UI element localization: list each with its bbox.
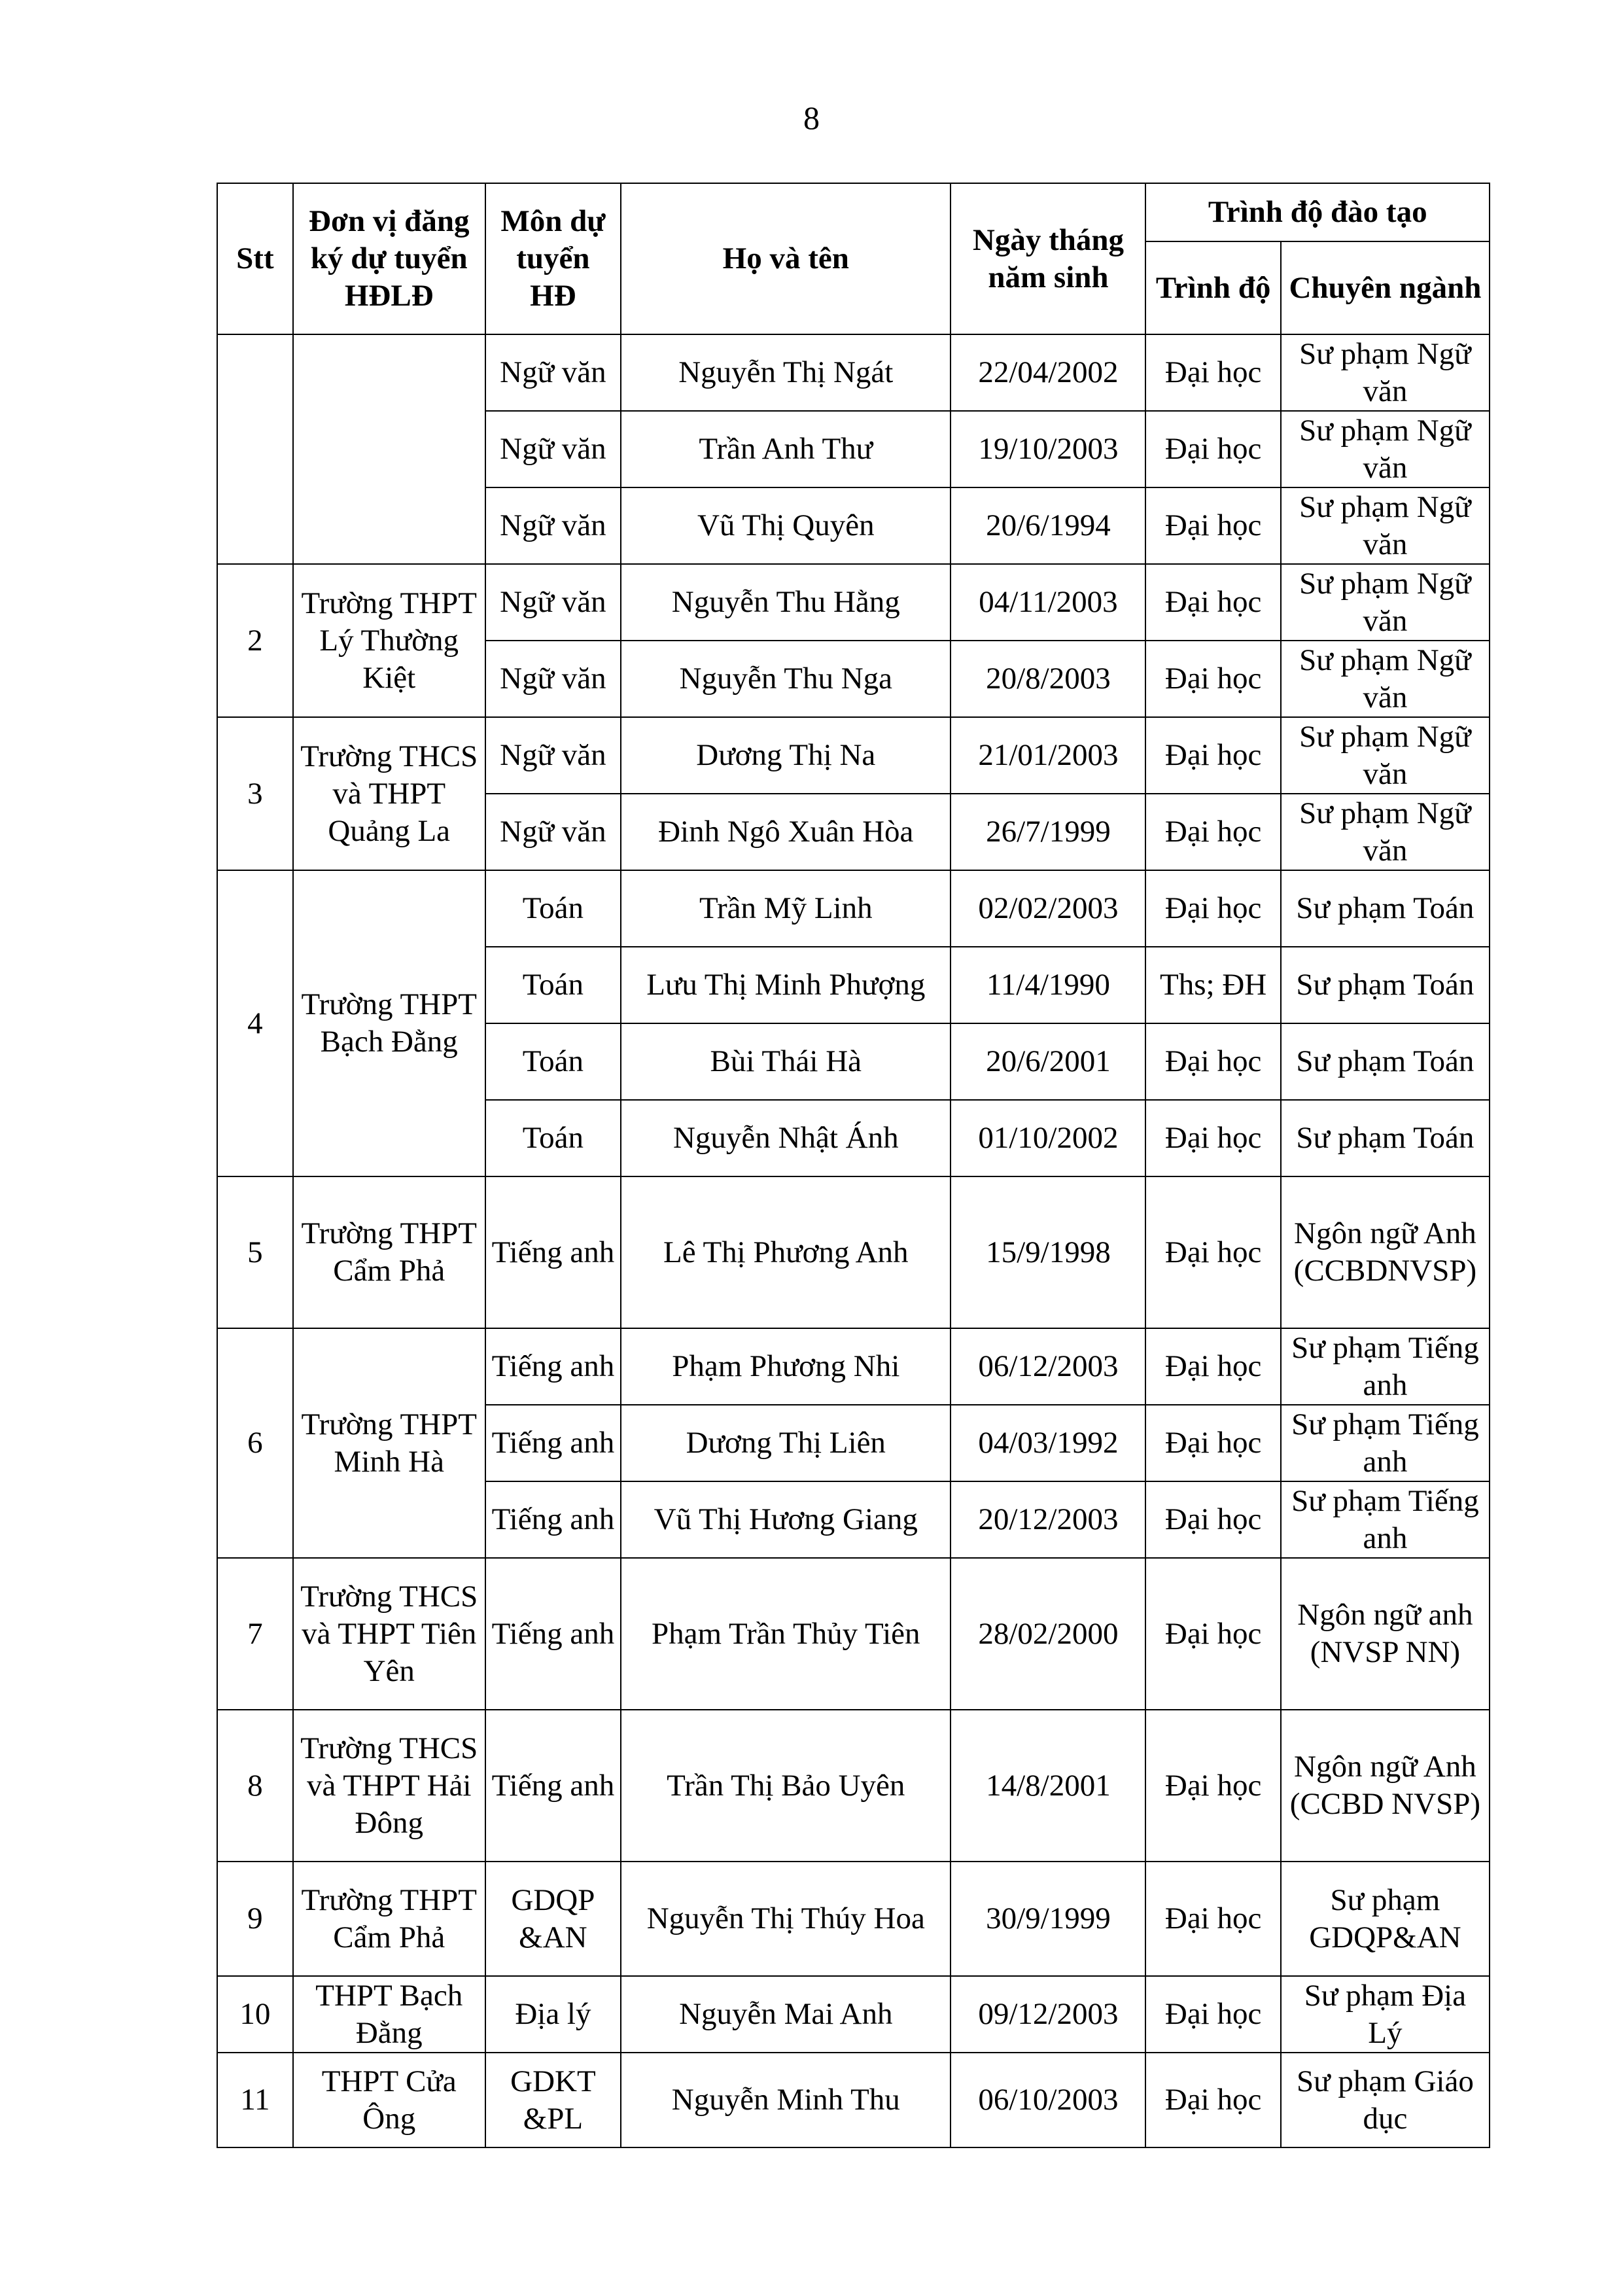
major-cell: Sư phạm Ngữ văn xyxy=(1281,717,1490,794)
stt-cell: 8 xyxy=(217,1710,293,1862)
unit-cell: Trường THCS và THPT Hải Đông xyxy=(293,1710,485,1862)
major-cell: Sư phạm Ngữ văn xyxy=(1281,487,1490,564)
dob-cell: 20/12/2003 xyxy=(951,1481,1145,1558)
unit-cell: Trường THPT Cẩm Phả xyxy=(293,1176,485,1328)
subject-cell: Địa lý xyxy=(485,1976,621,2053)
level-cell: Đại học xyxy=(1145,564,1280,641)
level-cell: Đại học xyxy=(1145,487,1280,564)
unit-cell: Trường THCS và THPT Quảng La xyxy=(293,717,485,870)
table-body xyxy=(217,334,1490,2147)
name-cell: Dương Thị Na xyxy=(621,717,951,794)
level-cell: Đại học xyxy=(1145,1405,1280,1481)
level-cell: Đại học xyxy=(1145,1023,1280,1100)
stt-cell: 2 xyxy=(217,564,293,717)
level-cell: Đại học xyxy=(1145,1558,1280,1710)
major-cell: Sư phạm Ngữ văn xyxy=(1281,334,1490,411)
major-cell: Sư phạm Tiếng anh xyxy=(1281,1481,1490,1558)
name-cell: Nguyễn Thu Nga xyxy=(621,641,951,717)
major-cell: Sư phạm Ngữ văn xyxy=(1281,564,1490,641)
subject-cell: Ngữ văn xyxy=(485,641,621,717)
level-cell: Đại học xyxy=(1145,1862,1280,1976)
header-level: Trình độ xyxy=(1145,241,1280,334)
dob-cell: 28/02/2000 xyxy=(951,1558,1145,1710)
major-cell: Sư phạm Giáo dục xyxy=(1281,2053,1490,2147)
dob-cell: 21/01/2003 xyxy=(951,717,1145,794)
level-cell: Đại học xyxy=(1145,411,1280,487)
unit-cell: THPT Cửa Ông xyxy=(293,2053,485,2147)
table-row xyxy=(217,1176,1490,1328)
level-cell: Đại học xyxy=(1145,1481,1280,1558)
name-cell: Nguyễn Minh Thu xyxy=(621,2053,951,2147)
header-major: Chuyên ngành xyxy=(1281,241,1490,334)
subject-cell: Toán xyxy=(485,1023,621,1100)
header-name: Họ và tên xyxy=(621,183,951,334)
major-cell: Ngôn ngữ anh (NVSP NN) xyxy=(1281,1558,1490,1710)
subject-cell: Ngữ văn xyxy=(485,564,621,641)
dob-cell: 01/10/2002 xyxy=(951,1100,1145,1176)
stt-cell: 9 xyxy=(217,1862,293,1976)
table-row xyxy=(217,1976,1490,2053)
dob-cell: 26/7/1999 xyxy=(951,794,1145,870)
level-cell: Đại học xyxy=(1145,334,1280,411)
dob-cell: 04/11/2003 xyxy=(951,564,1145,641)
table-row xyxy=(217,717,1490,794)
name-cell: Nguyễn Nhật Ánh xyxy=(621,1100,951,1176)
unit-cell: Trường THPT Bạch Đằng xyxy=(293,870,485,1176)
level-cell: Đại học xyxy=(1145,641,1280,717)
header-subject: Môn dự tuyển HĐ xyxy=(485,183,621,334)
unit-cell xyxy=(293,334,485,564)
name-cell: Phạm Phương Nhi xyxy=(621,1328,951,1405)
level-cell: Đại học xyxy=(1145,1976,1280,2053)
stt-cell: 10 xyxy=(217,1976,293,2053)
dob-cell: 09/12/2003 xyxy=(951,1976,1145,2053)
table-row xyxy=(217,564,1490,641)
dob-cell: 30/9/1999 xyxy=(951,1862,1145,1976)
subject-cell: Tiếng anh xyxy=(485,1481,621,1558)
name-cell: Phạm Trần Thủy Tiên xyxy=(621,1558,951,1710)
major-cell: Sư phạm Ngữ văn xyxy=(1281,411,1490,487)
subject-cell: Ngữ văn xyxy=(485,487,621,564)
stt-cell: 3 xyxy=(217,717,293,870)
header-stt: Stt xyxy=(217,183,293,334)
name-cell: Trần Anh Thư xyxy=(621,411,951,487)
subject-cell: GDKT &PL xyxy=(485,2053,621,2147)
subject-cell: Tiếng anh xyxy=(485,1328,621,1405)
name-cell: Nguyễn Thu Hằng xyxy=(621,564,951,641)
level-cell: Đại học xyxy=(1145,1176,1280,1328)
level-cell: Đại học xyxy=(1145,1328,1280,1405)
table-row xyxy=(217,1710,1490,1862)
dob-cell: 19/10/2003 xyxy=(951,411,1145,487)
major-cell: Sư phạm Địa Lý xyxy=(1281,1976,1490,2053)
name-cell: Dương Thị Liên xyxy=(621,1405,951,1481)
header-dob: Ngày tháng năm sinh xyxy=(951,183,1145,334)
table-row xyxy=(217,870,1490,947)
dob-cell: 04/03/1992 xyxy=(951,1405,1145,1481)
stt-cell: 7 xyxy=(217,1558,293,1710)
page-number: 8 xyxy=(803,99,820,136)
major-cell: Sư phạm Toán xyxy=(1281,870,1490,947)
table-row xyxy=(217,1328,1490,1405)
name-cell: Nguyễn Thị Ngát xyxy=(621,334,951,411)
table-row xyxy=(217,2053,1490,2147)
name-cell: Đinh Ngô Xuân Hòa xyxy=(621,794,951,870)
major-cell: Sư phạm Ngữ văn xyxy=(1281,794,1490,870)
subject-cell: Toán xyxy=(485,947,621,1023)
stt-cell: 5 xyxy=(217,1176,293,1328)
major-cell: Sư phạm Tiếng anh xyxy=(1281,1405,1490,1481)
major-cell: Ngôn ngữ Anh (CCBDNVSP) xyxy=(1281,1176,1490,1328)
level-cell: Đại học xyxy=(1145,794,1280,870)
unit-cell: Trường THPT Lý Thường Kiệt xyxy=(293,564,485,717)
name-cell: Nguyễn Thị Thúy Hoa xyxy=(621,1862,951,1976)
major-cell: Sư phạm Toán xyxy=(1281,1100,1490,1176)
name-cell: Lưu Thị Minh Phượng xyxy=(621,947,951,1023)
level-cell: Đại học xyxy=(1145,717,1280,794)
dob-cell: 22/04/2002 xyxy=(951,334,1145,411)
level-cell: Đại học xyxy=(1145,2053,1280,2147)
dob-cell: 11/4/1990 xyxy=(951,947,1145,1023)
subject-cell: Tiếng anh xyxy=(485,1176,621,1328)
name-cell: Trần Mỹ Linh xyxy=(621,870,951,947)
stt-cell: 6 xyxy=(217,1328,293,1558)
major-cell: Sư phạm Toán xyxy=(1281,947,1490,1023)
subject-cell: Tiếng anh xyxy=(485,1405,621,1481)
name-cell: Bùi Thái Hà xyxy=(621,1023,951,1100)
header-training: Trình độ đào tạo xyxy=(1145,183,1490,241)
name-cell: Vũ Thị Hương Giang xyxy=(621,1481,951,1558)
dob-cell: 20/6/2001 xyxy=(951,1023,1145,1100)
stt-cell: 4 xyxy=(217,870,293,1176)
subject-cell: Toán xyxy=(485,1100,621,1176)
table-row xyxy=(217,1558,1490,1710)
major-cell: Ngôn ngữ Anh (CCBD NVSP) xyxy=(1281,1710,1490,1862)
stt-cell: 11 xyxy=(217,2053,293,2147)
candidate-table xyxy=(217,183,1490,2148)
unit-cell: Trường THPT Minh Hà xyxy=(293,1328,485,1558)
major-cell: Sư phạm GDQP&AN xyxy=(1281,1862,1490,1976)
level-cell: Ths; ĐH xyxy=(1145,947,1280,1023)
major-cell: Sư phạm Tiếng anh xyxy=(1281,1328,1490,1405)
stt-cell xyxy=(217,334,293,564)
dob-cell: 20/6/1994 xyxy=(951,487,1145,564)
unit-cell: Trường THCS và THPT Tiên Yên xyxy=(293,1558,485,1710)
table-row xyxy=(217,334,1490,411)
table-header xyxy=(217,183,1490,334)
subject-cell: Tiếng anh xyxy=(485,1710,621,1862)
name-cell: Trần Thị Bảo Uyên xyxy=(621,1710,951,1862)
subject-cell: Ngữ văn xyxy=(485,334,621,411)
unit-cell: THPT Bạch Đằng xyxy=(293,1976,485,2053)
major-cell: Sư phạm Toán xyxy=(1281,1023,1490,1100)
name-cell: Vũ Thị Quyên xyxy=(621,487,951,564)
table-row xyxy=(217,1862,1490,1976)
level-cell: Đại học xyxy=(1145,1710,1280,1862)
dob-cell: 06/12/2003 xyxy=(951,1328,1145,1405)
subject-cell: GDQP &AN xyxy=(485,1862,621,1976)
major-cell: Sư phạm Ngữ văn xyxy=(1281,641,1490,717)
level-cell: Đại học xyxy=(1145,870,1280,947)
level-cell: Đại học xyxy=(1145,1100,1280,1176)
dob-cell: 06/10/2003 xyxy=(951,2053,1145,2147)
name-cell: Nguyễn Mai Anh xyxy=(621,1976,951,2053)
subject-cell: Tiếng anh xyxy=(485,1558,621,1710)
dob-cell: 14/8/2001 xyxy=(951,1710,1145,1862)
unit-cell: Trường THPT Cẩm Phả xyxy=(293,1862,485,1976)
subject-cell: Ngữ văn xyxy=(485,717,621,794)
subject-cell: Ngữ văn xyxy=(485,411,621,487)
dob-cell: 20/8/2003 xyxy=(951,641,1145,717)
subject-cell: Toán xyxy=(485,870,621,947)
header-unit: Đơn vị đăng ký dự tuyển HĐLĐ xyxy=(293,183,485,334)
name-cell: Lê Thị Phương Anh xyxy=(621,1176,951,1328)
dob-cell: 15/9/1998 xyxy=(951,1176,1145,1328)
dob-cell: 02/02/2003 xyxy=(951,870,1145,947)
subject-cell: Ngữ văn xyxy=(485,794,621,870)
